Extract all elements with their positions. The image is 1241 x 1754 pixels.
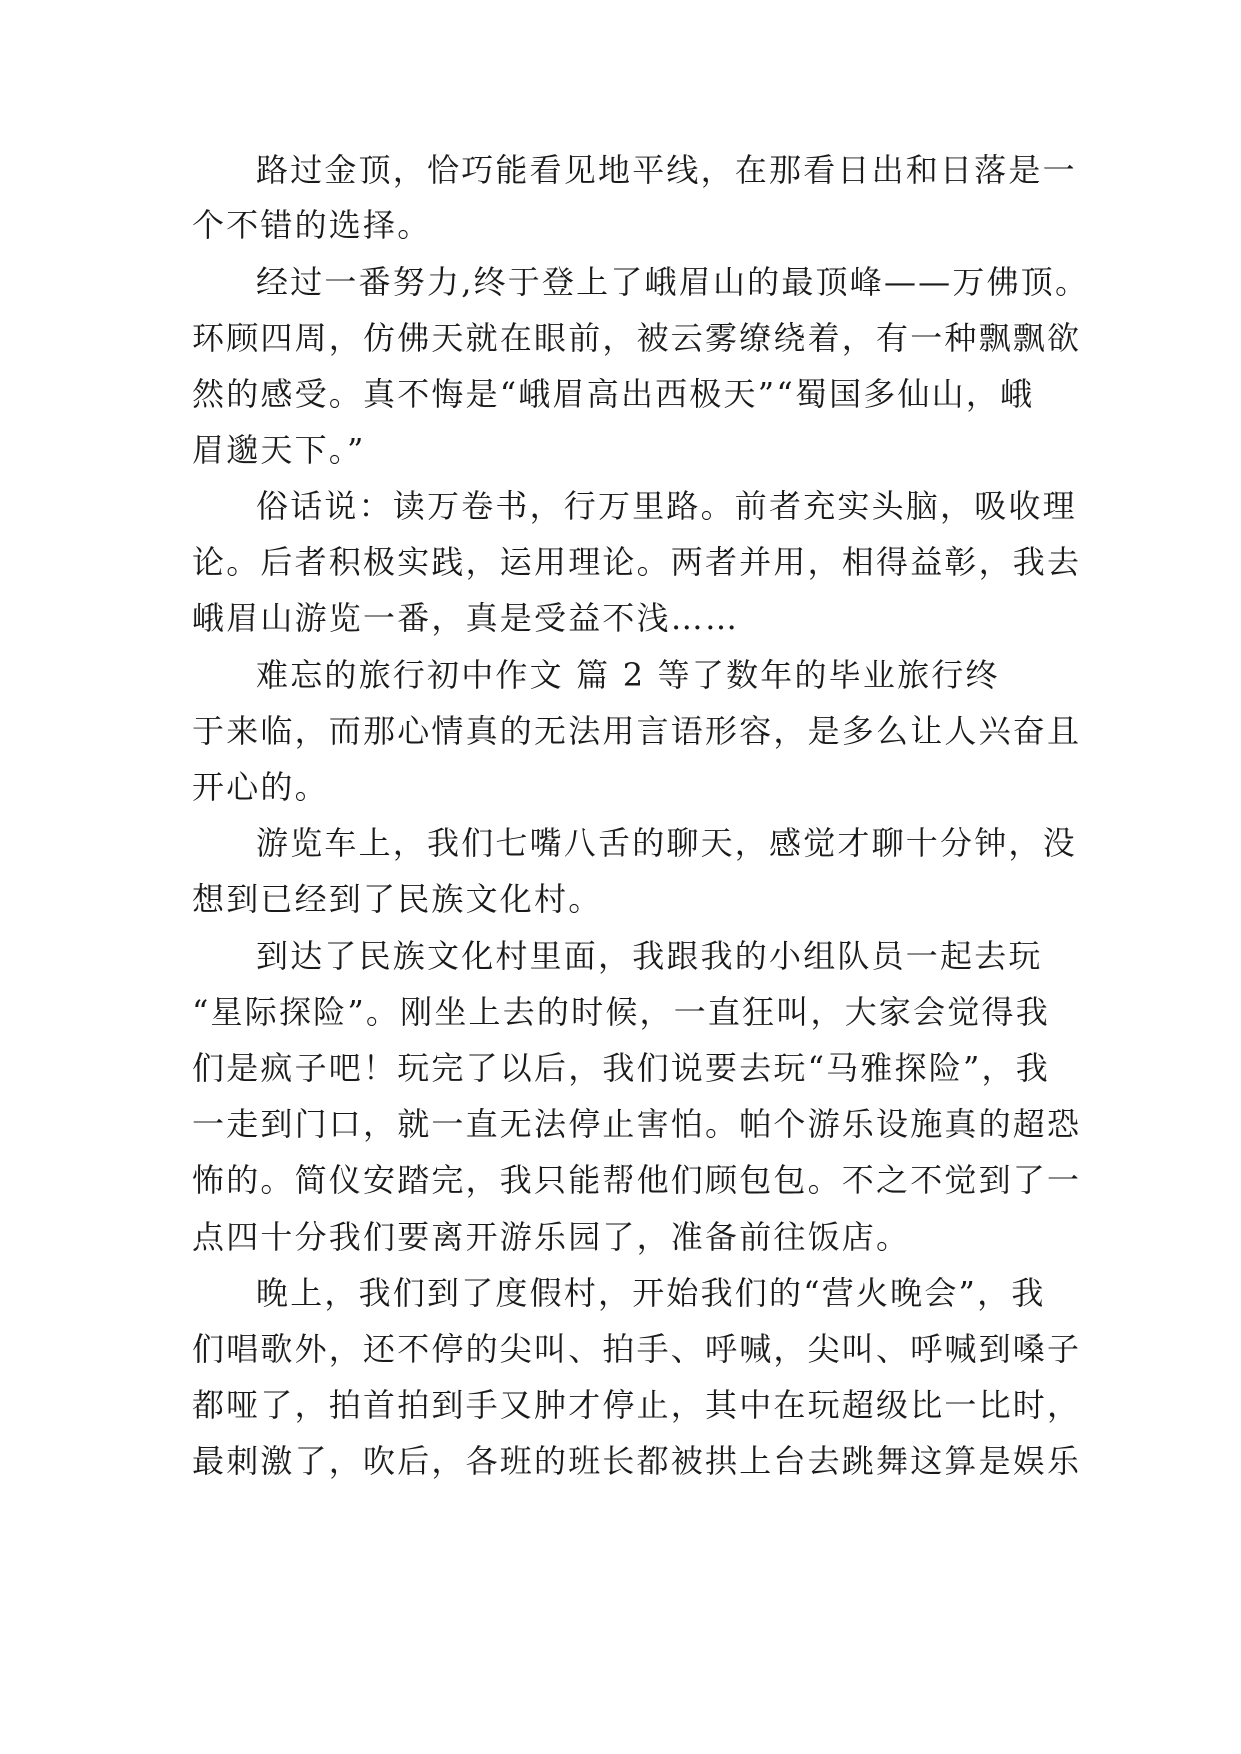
- paragraph-line: 们唱歌外，还不停的尖叫、拍手、呼喊，尖叫、呼喊到嗓子: [192, 1330, 1082, 1368]
- paragraph-line: 们是疯子吧！玩完了以后，我们说要去玩“马雅探险”，我: [192, 1049, 1050, 1087]
- paragraph-line: 论。后者积极实践，运用理论。两者并用，相得益彰，我去: [192, 543, 1082, 581]
- paragraph-line: 到达了民族文化村里面，我跟我的小组队员一起去玩: [256, 937, 1043, 975]
- paragraph-line: 开心的。: [192, 768, 329, 806]
- paragraph-line: 一走到门口，就一直无法停止害怕。帕个游乐设施真的超恐: [192, 1105, 1082, 1143]
- paragraph-line: 晚上，我们到了度假村，开始我们的“营火晚会”，我: [256, 1274, 1046, 1312]
- paragraph-line: “星际探险”。刚坐上去的时候，一直狂叫，大家会觉得我: [192, 993, 1050, 1031]
- paragraph-line: 然的感受。真不悔是“峨眉高出西极天”“蜀国多仙山，峨: [192, 375, 1035, 413]
- paragraph-line: 峨眉山游览一番，真是受益不浅……: [192, 599, 740, 637]
- paragraph-line: 经过一番努力,终于登上了峨眉山的最顶峰——万佛顶。: [256, 263, 1090, 301]
- paragraph-line: 怖的。简仪安踏完，我只能帮他们顾包包。不之不觉到了一: [192, 1161, 1082, 1199]
- paragraph-line: 路过金顶，恰巧能看见地平线，在那看日出和日落是一: [256, 151, 1077, 189]
- paragraph-line: 都哑了，拍首拍到手又肿才停止，其中在玩超级比一比时，: [192, 1386, 1082, 1424]
- paragraph-line: 于来临，而那心情真的无法用言语形容，是多么让人兴奋且: [192, 712, 1082, 750]
- paragraph-line: 游览车上，我们七嘴八舌的聊天，感觉才聊十分钟，没: [256, 824, 1077, 862]
- section-heading-line: 难忘的旅行初中作文 篇 2 等了数年的毕业旅行终: [256, 656, 1000, 694]
- paragraph-line: 俗话说：读万卷书，行万里路。前者充实头脑，吸收理: [256, 487, 1077, 525]
- paragraph-line: 个不错的选择。: [192, 206, 432, 244]
- paragraph-line: 最刺激了，吹后，各班的班长都被拱上台去跳舞这算是娱乐: [192, 1442, 1082, 1480]
- paragraph-line: 想到已经到了民族文化村。: [192, 880, 603, 918]
- paragraph-line: 环顾四周，仿佛天就在眼前，被云雾缭绕着，有一种飘飘欲: [192, 319, 1082, 357]
- paragraph-line: 眉邈天下。”: [192, 431, 366, 469]
- paragraph-line: 点四十分我们要离开游乐园了，准备前往饭店。: [192, 1218, 911, 1256]
